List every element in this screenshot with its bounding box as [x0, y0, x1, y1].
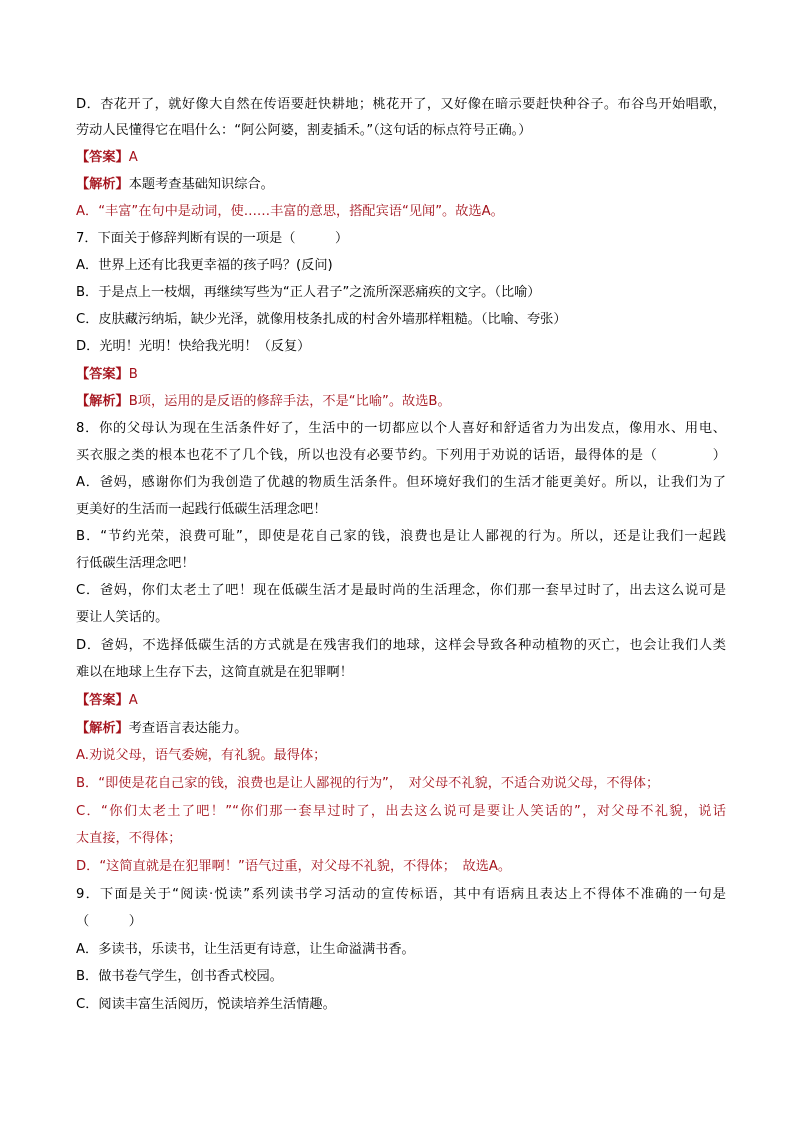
q7-analysis [76, 393, 726, 411]
q6-option-d-line2: 劳动人民懂得它在唱什么：“阿公阿婆，割麦插禾。”（这句话的标点符号正确。） [76, 123, 532, 138]
answer-label: 【答案】 [76, 693, 129, 708]
q8-explain-c-line2: 太直接，不得体； [76, 831, 182, 846]
q9-option-c: C．阅读丰富生活阅历，悦读培养生活情趣。 [76, 997, 336, 1012]
answer-value: B [128, 367, 138, 382]
answer-value: A [128, 693, 138, 708]
q6-analysis-detail: A．“丰富”在句中是动词，使……丰富的意思，搭配宾语“见闻”。故选A。 [76, 204, 504, 219]
q8-explain-d: D．“这简直就是在犯罪啊！”语气过重，对父母不礼貌，不得体； 故选A。 [76, 859, 512, 874]
analysis-label: 【解析】 [76, 177, 129, 192]
analysis-label: 【解析】 [76, 721, 129, 736]
q8-stem-line2: 买衣服之类的根本也花不了几个钱，所以也没有必要节约。下列用于劝说的话语，最得体的是（ ） [76, 448, 726, 463]
q6-analysis [76, 176, 726, 194]
q7-stem: 7．下面关于修辞判断有误的一项是（ ） [76, 231, 349, 246]
q8-option-a-line2: 更美好的生活而一起践行低碳生活理念吧！ [76, 502, 327, 517]
q7-answer [76, 366, 726, 384]
q6-option-d-line1: D．杏花开了，就好像大自然在传语要赶快耕地；桃花开了，又好像在暗示要赶快种谷子。布谷鸟开始唱歌， [76, 97, 726, 112]
q9-stem-line1: 9．下面是关于“阅读·悦读”系列读书学习活动的宣传标语，其中有语病且表达上不得体不准确的一句是 [76, 887, 726, 902]
answer-value: A [128, 150, 138, 165]
analysis-text: 本题考查基础知识综合。 [128, 177, 274, 192]
q8-explain-c-line1: C．“你们太老土了吧！”“你们那一套早过时了，出去这么说可是要让人笑话的”，对父母不礼貌，说话 [76, 804, 726, 819]
analysis-label: 【解析】 [76, 394, 129, 409]
q7-option-d: D．光明！光明！快给我光明！（反复） [76, 339, 311, 354]
q8-option-d-line2: 难以在地球上生存下去，这简直就是在犯罪啊！ [76, 665, 353, 680]
q8-option-a-line1: A．爸妈，感谢你们为我创造了优越的物质生活条件。但环境好我们的生活才能更美好。所以，让我们为了 [76, 475, 726, 490]
q8-option-b-line1: B．“节约光荣，浪费可耻”，即使是花自己家的钱，浪费也是让人鄙视的行为。所以，还是让我们一起践 [76, 529, 726, 544]
q8-option-c-line2: 要让人笑话的。 [76, 610, 169, 625]
q9-option-a: A．多读书，乐读书，让生活更有诗意，让生命溢满书香。 [76, 942, 415, 957]
q7-option-a: A．世界上还有比我更幸福的孩子吗？(反问) [76, 258, 333, 273]
q8-option-b-line2: 行低碳生活理念吧！ [76, 556, 195, 571]
q8-answer [76, 692, 726, 710]
q6-answer [76, 149, 726, 167]
q7-option-c: C．皮肤藏污纳垢，缺少光泽，就像用枝条扎成的村舍外墙那样粗糙。（比喻、夸张） [76, 312, 567, 327]
analysis-text: 考查语言表达能力。 [128, 721, 248, 736]
q8-option-d-line1: D．爸妈，不选择低碳生活的方式就是在残害我们的地球，这样会导致各种动植物的灭亡，也会让我们人类 [76, 638, 726, 653]
q9-option-b: B．做书卷气学生，创书香式校园。 [76, 969, 283, 984]
q8-explain-a: A.劝说父母，语气委婉，有礼貌。最得体； [76, 748, 327, 763]
q7-option-b: B．于是点上一枝烟，再继续写些为“正人君子”之流所深恶痛疾的文字。（比喻） [76, 285, 541, 300]
q8-explain-b: B．“即使是花自己家的钱，浪费也是让人鄙视的行为”， 对父母不礼貌，不适合劝说父母，不得体； [76, 776, 660, 791]
analysis-text: B项，运用的是反语的修辞手法，不是“比喻”。故选B。 [128, 394, 451, 409]
answer-label: 【答案】 [76, 150, 129, 165]
q8-option-c-line1: C．爸妈，你们太老土了吧！现在低碳生活才是最时尚的生活理念，你们那一套早过时了，出去这么说可是 [76, 583, 726, 598]
q8-analysis [76, 720, 726, 738]
q8-stem-line1: 8．你的父母认为现在生活条件好了，生活中的一切都应以个人喜好和舒适省力为出发点，像用水、用电、 [76, 421, 726, 436]
answer-label: 【答案】 [76, 367, 129, 382]
q9-stem-line2: （ ） [76, 914, 142, 929]
